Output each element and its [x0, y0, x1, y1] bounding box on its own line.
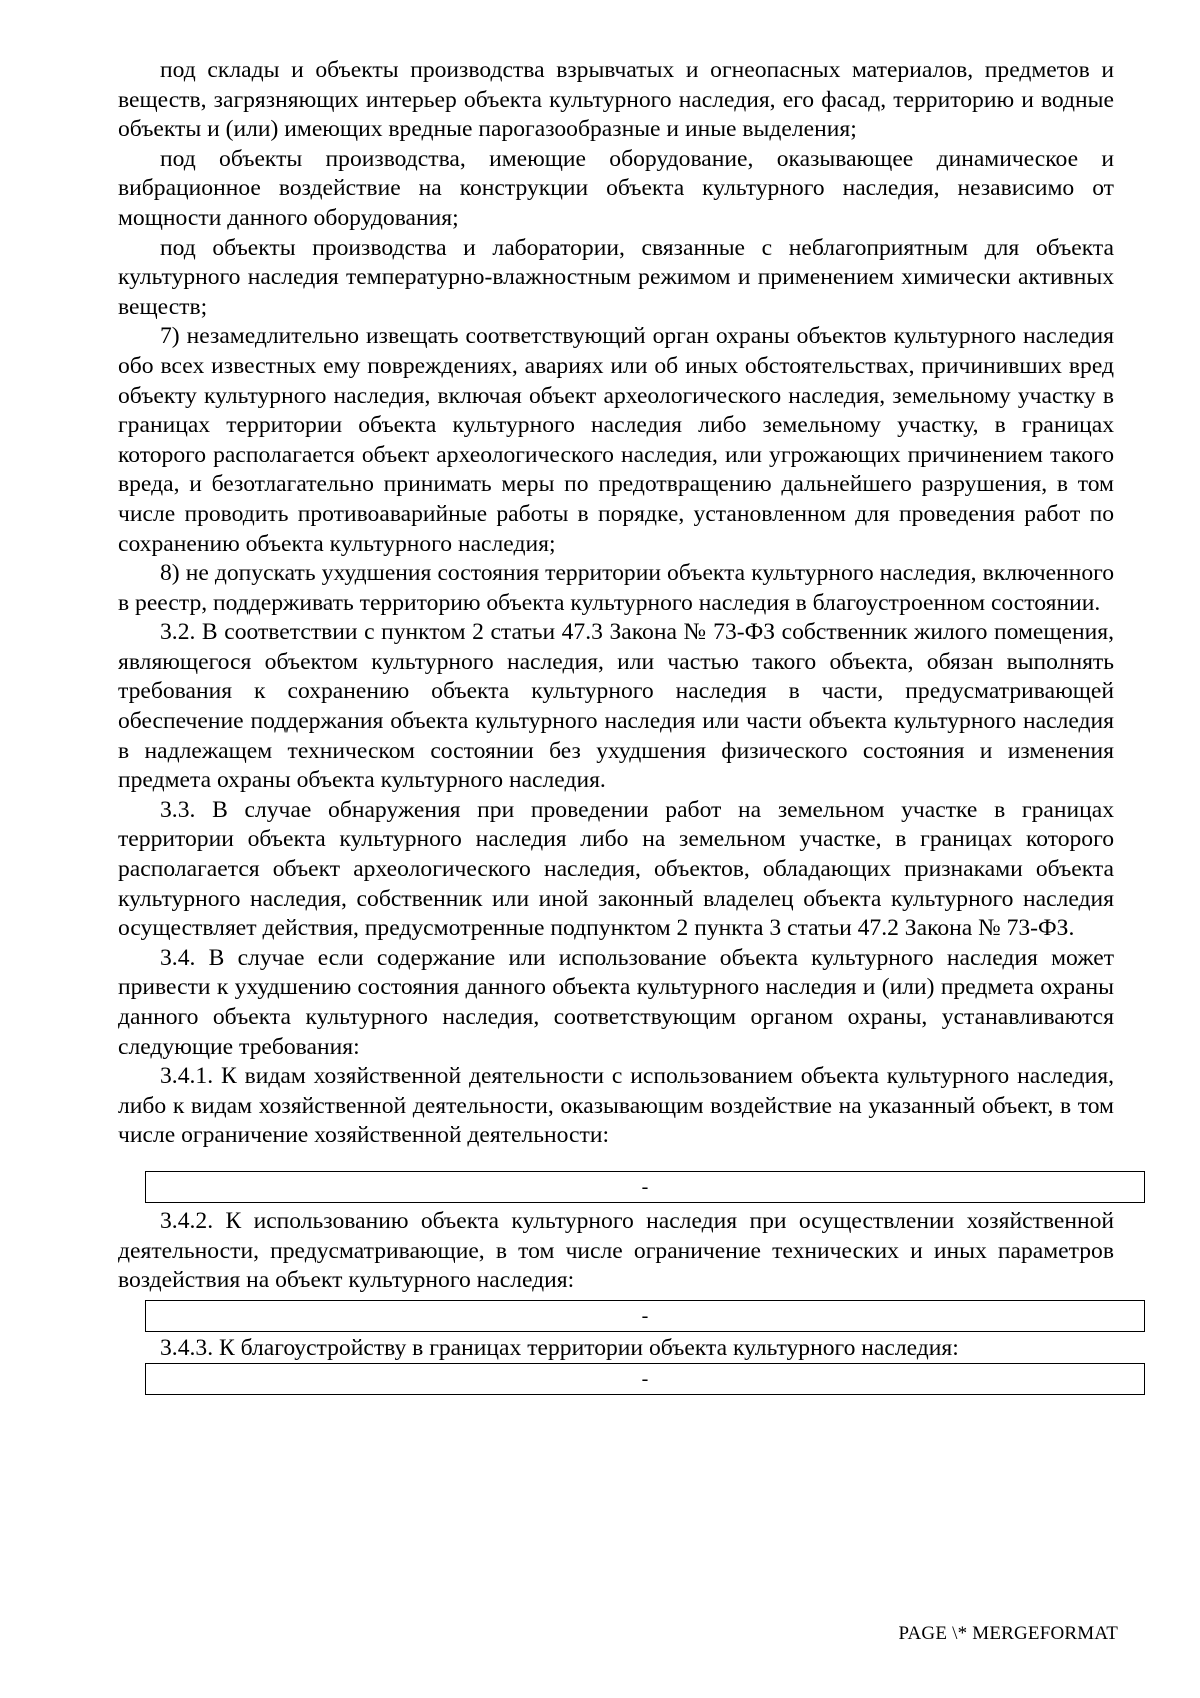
paragraph-item-8: 8) не допускать ухудшения состояния территории объекта культурного наследия, включенного в реестр, поддерживать территорию объекта культурного наследия в благоустроенном состоянии. — [118, 560, 1114, 616]
paragraph-3-3: 3.3. В случае обнаружения при проведении работ на земельном участке в границах территории объекта культурного наследия либо на земельном участке, в границах которого располагается объект археологического наследия, объектов, обладающих признаками объекта культурного наследия, собственник или иной законный владелец объекта культурного наследия осуществляет действия, предусмотренные подпунктом 2 пункта 3 статьи 47.2 Закона № 73-ФЗ. — [118, 796, 1114, 942]
paragraph-production-equipment: под объекты производства, имеющие оборудование, оказывающее динамическое и вибрационное воздействие на конструкции объекта культурного наследия, независимо от мощности данного оборудования; — [118, 145, 1114, 231]
document-page — [118, 56, 1114, 1395]
paragraph-3-2: 3.2. В соответствии с пунктом 2 статьи 47.3 Закона № 73-ФЗ собственник жилого помещения, являющегося объектом культурного наследия, или частью такого объекта, обязан выполнять требования к сохранению объекта культурного наследия в части, предусматривающей обеспечение поддержания объекта культурного наследия или части объекта культурного наследия в надлежащем техническом состоянии без ухудшения физического состояния и изменения предмета охраны объекта культурного наследия. — [118, 619, 1114, 794]
requirements-box-3-4-1: - — [145, 1171, 1145, 1203]
paragraph-laboratories: под объекты производства и лаборатории, связанные с неблагоприятным для объекта культурного наследия температурно-влажностным режимом и применением химически активных веществ; — [118, 234, 1114, 320]
paragraph-item-7: 7) незамедлительно извещать соответствующий орган охраны объектов культурного наследия обо всех известных ему повреждениях, авариях или об иных обстоятельствах, причинивших вред объекту культурного наследия, включая объект археологического наследия, земельному участку в границах территории объекта культурного наследия либо земельному участку, в границах которого располагается объект археологического наследия, или угрожающих причинением такого вреда, и безотлагательно принимать меры по предотвращению дальнейшего разрушения, в том числе проводить противоаварийные работы в порядке, установленном для проведения работ по сохранению объекта культурного наследия; — [118, 323, 1114, 557]
page-footer-field: PAGE \* MERGEFORMAT — [898, 1623, 1118, 1644]
requirements-box-3-4-3: - — [145, 1363, 1145, 1395]
paragraph-3-4-2: 3.4.2. К использованию объекта культурного наследия при осуществлении хозяйственной деятельности, предусматривающие, в том числе ограничение технических и иных параметров воздействия на объект культурного наследия: — [118, 1207, 1114, 1294]
paragraph-warehouses: под склады и объекты производства взрывчатых и огнеопасных материалов, предметов и веществ, загрязняющих интерьер объекта культурного наследия, его фасад, территорию и водные объекты и (или) имеющих вредные парогазообразные и иные выделения; — [118, 57, 1114, 143]
paragraph-3-4-1: 3.4.1. К видам хозяйственной деятельности с использованием объекта культурного наследия, либо к видам хозяйственной деятельности, оказывающим воздействие на указанный объект, в том числе ограничение хозяйственной деятельности: — [118, 1063, 1114, 1149]
requirements-box-3-4-2: - — [145, 1300, 1145, 1332]
paragraph-3-4: 3.4. В случае если содержание или использование объекта культурного наследия может привести к ухудшению состояния данного объекта культурного наследия и (или) предмета охраны данного объекта культурного наследия, соответствующим органом охраны, устанавливаются следующие требования: — [118, 944, 1114, 1060]
paragraph-3-4-3: 3.4.3. К благоустройству в границах территории объекта культурного наследия: — [160, 1334, 959, 1361]
